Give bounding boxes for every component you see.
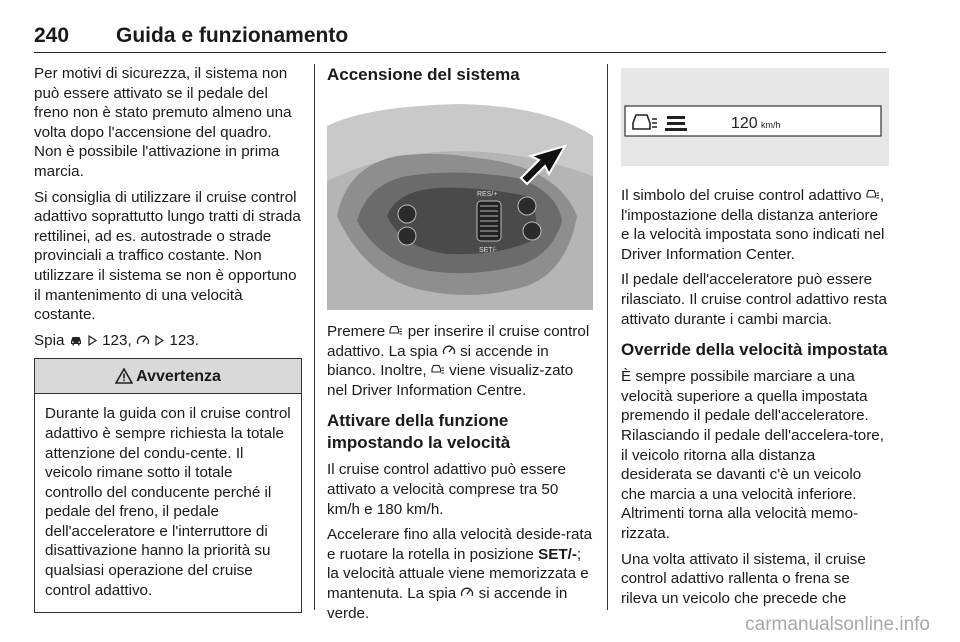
section-title: Override della velocità impostata bbox=[621, 340, 888, 360]
set-minus-term: SET/- bbox=[538, 545, 577, 563]
column-middle bbox=[327, 64, 593, 629]
column-divider bbox=[607, 64, 608, 610]
warning-title: Avvertenza bbox=[136, 367, 221, 385]
car-icon bbox=[69, 335, 83, 346]
warning-text: Durante la guida con il cruise control adattivo è sempre richiesta la totale attenzione del condu-cente. Il veicolo rimane sotto il totale controllo del conducente perché il pedale del freno, il pedale dell'acceleratore e l'interruttore di disattivazione hanno la priorità su qualsiasi operazione del cruise control adattivo. bbox=[45, 405, 291, 599]
paragraph: È sempre possibile marciare a una velocità superiore a quella impostata premendo il pedale dell'acceleratore. Rilasciando il pedale dell'accelera-tore, il veicolo ritorna alla distanza desiderata se davanti c'è un veicolo che marcia a una velocità inferiore. Altrimenti torna alla velocità memo-rizzata. bbox=[621, 368, 884, 542]
subsection-title: Attivare della funzione impostando la velocità bbox=[327, 411, 511, 453]
set-minus-label: SET/- bbox=[479, 247, 497, 254]
column-left bbox=[34, 64, 302, 613]
set-speed-value: 120 bbox=[731, 115, 758, 132]
adaptive-cruise-icon bbox=[431, 364, 445, 375]
paragraph: Accelerare fino alla velocità deside-rata e ruotare la rotella in posizione SET/-; la velocità attuale viene memorizzata e mantenuta. La spia si accende in verde. bbox=[327, 526, 593, 622]
arrow-right-icon bbox=[154, 335, 165, 346]
res-plus-label: RES/+ bbox=[477, 191, 498, 198]
spia-label: Spia bbox=[34, 331, 65, 349]
watermark: carmanualsonline.info bbox=[745, 614, 930, 635]
speedometer-icon bbox=[136, 334, 150, 346]
column-right bbox=[621, 64, 889, 614]
set-speed-unit: km/h bbox=[761, 120, 781, 130]
indicator-reference bbox=[34, 331, 302, 351]
warning-box bbox=[34, 358, 302, 613]
warning-triangle-icon bbox=[115, 368, 133, 384]
warning-header bbox=[35, 359, 301, 394]
paragraph: Il cruise control adattivo può essere attivato a velocità comprese tra 50 km/h e 180 km/h. bbox=[327, 461, 566, 518]
paragraph: Il pedale dell'acceleratore può essere rilasciato. Il cruise control adattivo resta attivato durante i cambi marcia. bbox=[621, 271, 887, 328]
speedometer-icon bbox=[460, 586, 474, 598]
page-header bbox=[34, 22, 886, 53]
paragraph: Per motivi di sicurezza, il sistema non può essere attivato se il pedale del freno non è stato premuto almeno una volta dopo l'accensione del quadro. Non è possibile l'attivazione in prima marcia. bbox=[34, 65, 292, 180]
paragraph: Premere per inserire il cruise control adattivo. La spia si accende in bianco. Inoltre, viene visualiz-zato nel Driver Information Centre. bbox=[327, 323, 590, 399]
adaptive-cruise-icon bbox=[389, 325, 403, 336]
page-number: 240 bbox=[34, 24, 70, 47]
arrow-right-icon bbox=[87, 335, 98, 346]
steering-wheel-illustration bbox=[327, 96, 593, 310]
column-divider bbox=[314, 64, 315, 610]
paragraph: Il simbolo del cruise control adattivo , l'impostazione della distanza anteriore e la velocità impostata sono indicati nel Driver Information Center. bbox=[621, 187, 885, 263]
adaptive-cruise-icon bbox=[866, 189, 880, 200]
section-title: Accensione del sistema bbox=[327, 65, 520, 84]
distance-setting-icon bbox=[665, 116, 687, 131]
paragraph: Una volta attivato il sistema, il cruise control adattivo rallenta o frena se rileva un veicolo che precede che bbox=[621, 550, 866, 607]
page-title: Guida e funzionamento bbox=[116, 24, 349, 47]
page-reference: 123, bbox=[102, 331, 132, 349]
speedometer-icon bbox=[442, 344, 456, 356]
driver-info-display bbox=[621, 68, 889, 166]
paragraph: Si consiglia di utilizzare il cruise control adattivo soprattutto lungo tratti di strada rettilinei, ad es. autostrade o strade provinciali a traffico costante. Non utilizzare il sistema se non è opportuno il mantenimento di una velocità costante. bbox=[34, 188, 301, 324]
page-reference: 123. bbox=[169, 331, 199, 349]
